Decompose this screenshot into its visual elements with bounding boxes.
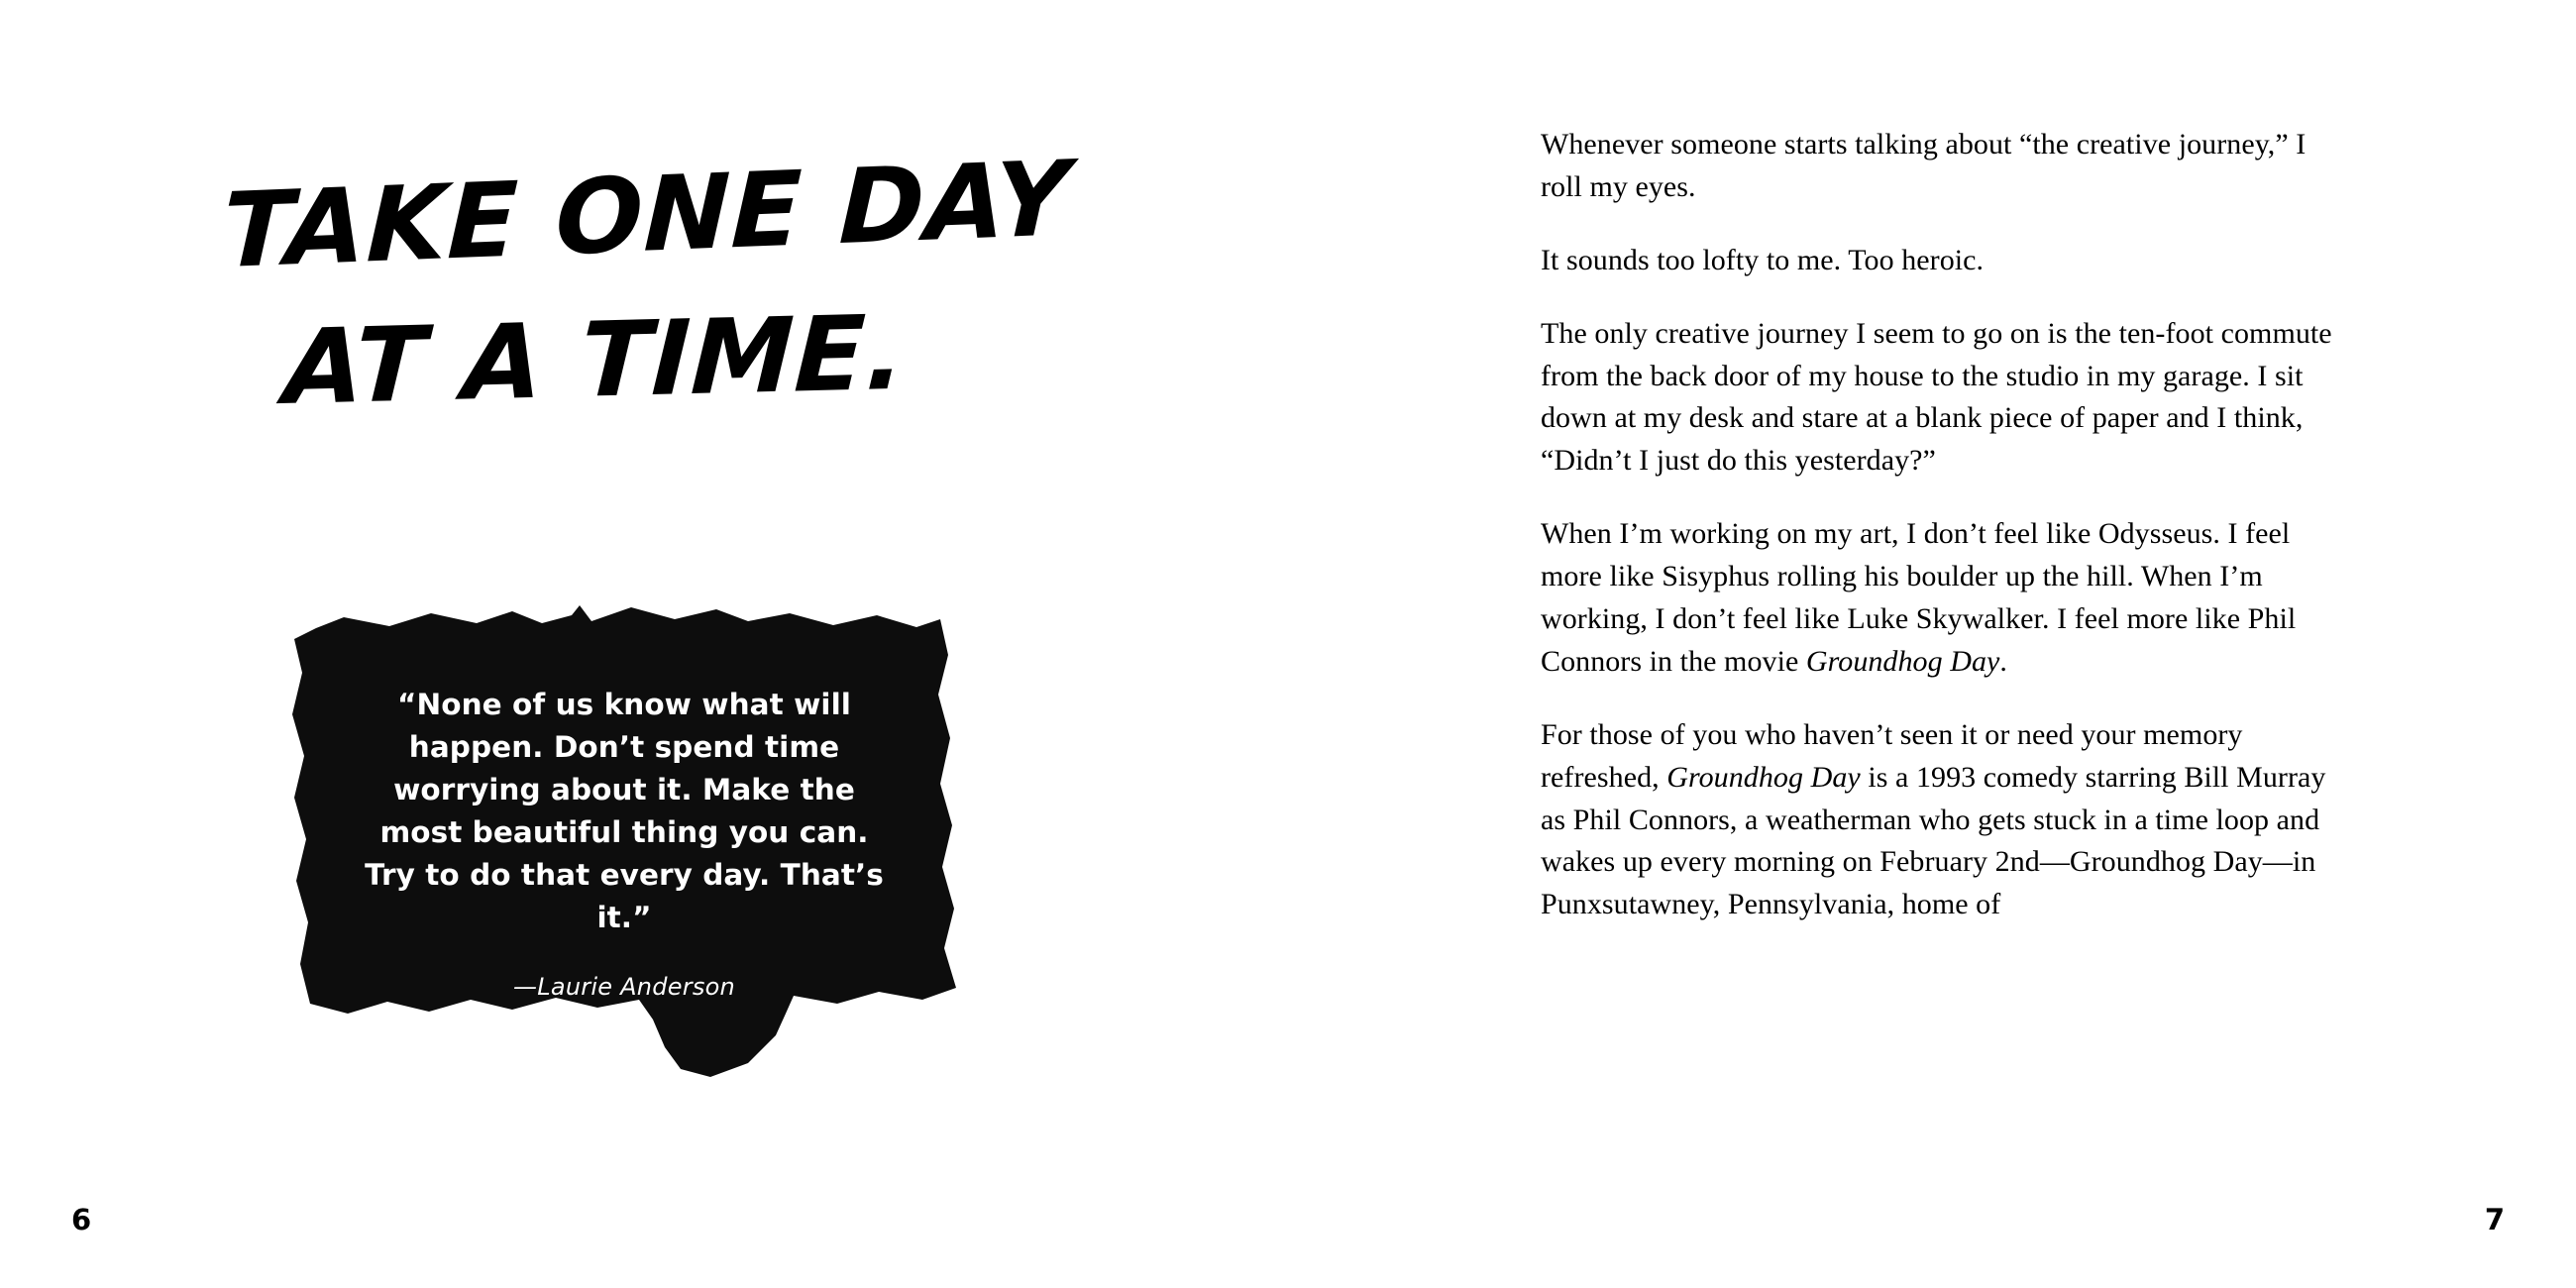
page-number-right: 7 [2484,1203,2505,1236]
body-paragraph: For those of you who haven’t seen it or need your memory refreshed, Groundhog Day is a 1993 comedy starring Bill Murray as Phil Connors, a weatherman who gets stuck in a time loop and wakes up every morning on February 2nd—Groundhog Day—in Punxsutawney, Pennsylvania, home of [1541,717,2326,921]
page-number-left: 6 [71,1203,92,1236]
body-paragraph: It sounds too lofty to me. Too heroic. [1541,243,1985,276]
right-page [1288,0,2576,1288]
body-text-column [1541,124,2333,926]
pull-quote-text: “None of us know what will happen. Don’t spend time worrying about it. Make the most beautiful thing you can. Try to do that every day. That’s it.” [365,687,884,935]
pull-quote-content [282,599,966,1085]
headline-line-1: TAKE ONE DAY [221,138,1072,292]
body-paragraph: When I’m working on my art, I don’t feel like Odysseus. I feel more like Sisyphus rolling his boulder up the hill. When I’m working, I don’t feel like Luke Skywalker. I feel more like Phil Connors in the movie Groundhog Day. [1541,517,2297,678]
italic-title: Groundhog Day [1666,760,1861,794]
headline-line-2: AT A TIME. [281,292,910,429]
body-paragraph: Whenever someone starts talking about “the creative journey,” I roll my eyes. [1541,128,2307,203]
italic-title: Groundhog Day [1805,644,2000,678]
pull-quote-attribution: —Laurie Anderson [513,973,735,1002]
pull-quote-block [282,599,966,1085]
body-paragraph: The only creative journey I seem to go on is the ten-foot commute from the back door of my house to the studio in my garage. I sit down at my desk and stare at a blank piece of paper and I think, “Didn’t I just do this yesterday?” [1541,316,2332,478]
chapter-headline [221,138,1134,429]
